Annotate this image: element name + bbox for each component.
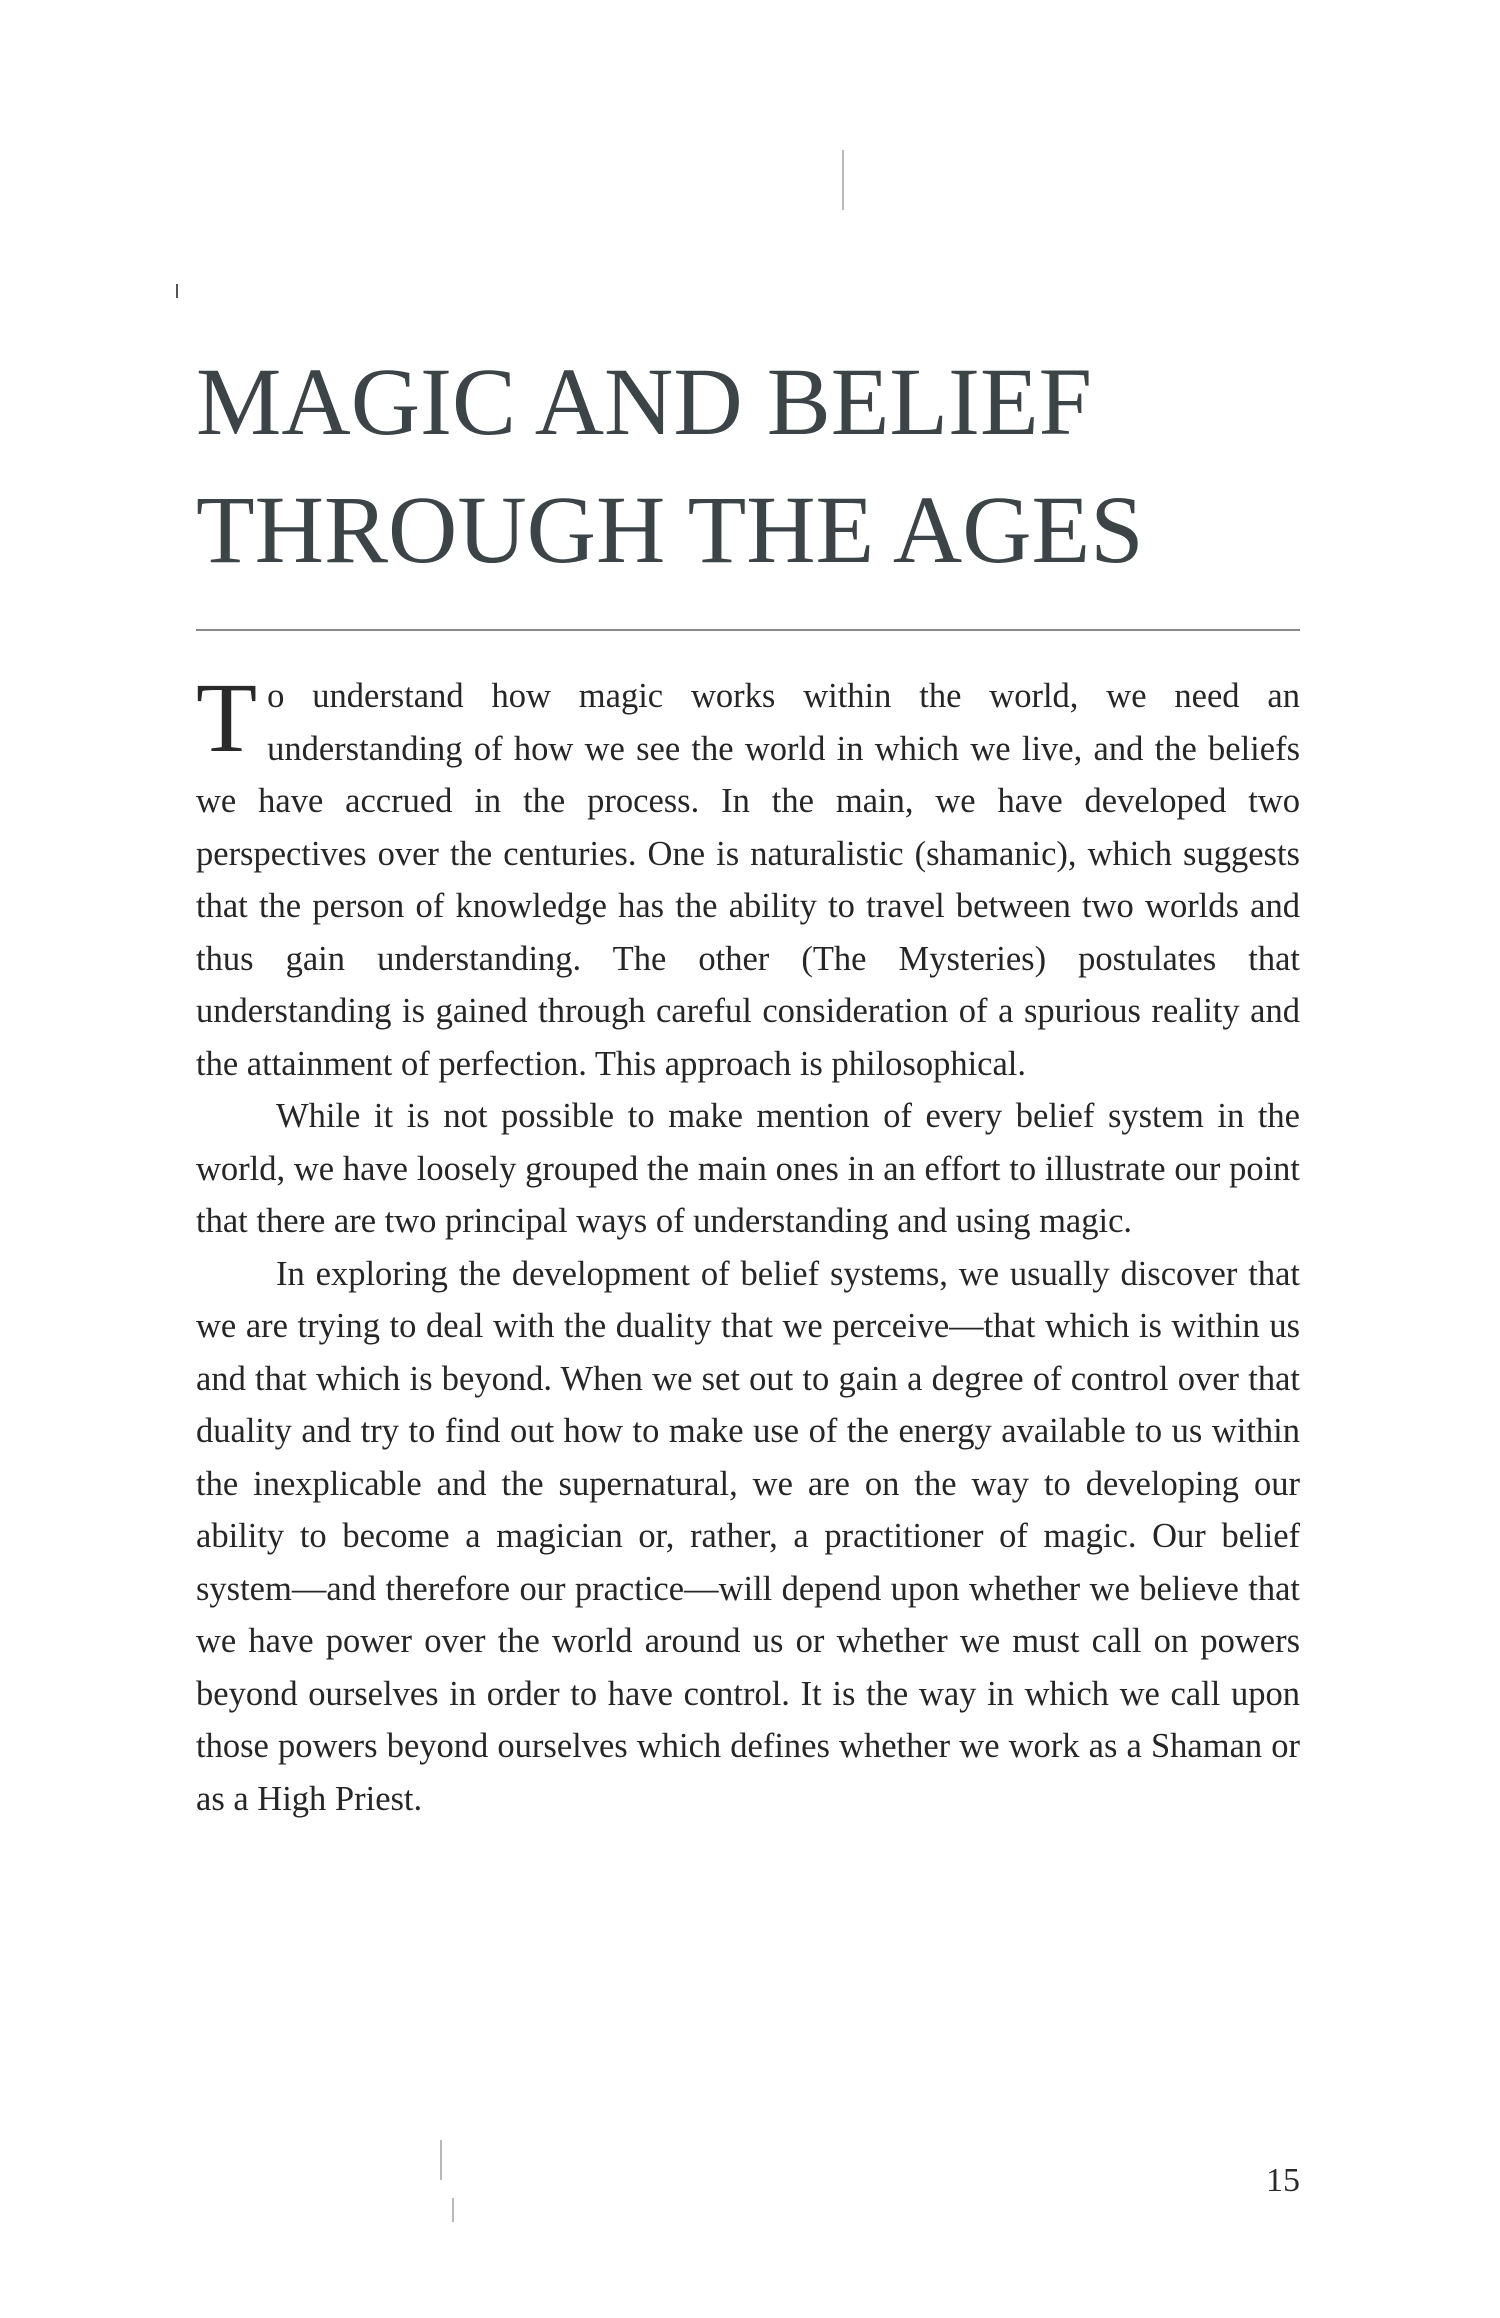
page-number: 15	[1266, 2162, 1300, 2199]
drop-cap: T	[196, 662, 258, 773]
scan-mark-bottom-2	[452, 2198, 454, 2222]
paragraph-1	[196, 662, 1300, 1090]
scan-mark-left	[176, 284, 178, 298]
chapter-title-line-2: THROUGH THE AGES	[196, 476, 1144, 583]
scan-mark-bottom	[440, 2140, 442, 2180]
chapter-body	[196, 662, 1300, 1825]
chapter-title-line-1: MAGIC AND BELIEF	[196, 348, 1093, 455]
paragraph-1-text: o understand how magic works within the world, we need an understanding of how we see the world in which we live, and the beliefs we have accrued in the process. In the main, we have developed two perspectives over the centuries. One is naturalistic (shamanic), which suggests that the person of knowledge has the ability to travel between two worlds and thus gain understanding. The other (The Mysteries) postulates that understanding is gained through careful consideration of a spurious reality and the attainment of perfection. This approach is philosophical.	[196, 677, 1300, 1083]
title-divider	[196, 629, 1300, 631]
chapter-title	[196, 338, 1296, 594]
paragraph-3: In exploring the development of belief systems, we usually discover that we are trying to deal with the duality that we perceive—that which is within us and that which is beyond. When we set out to gain a degree of control over that duality and try to find out how to make use of the energy available to us within the inexplicable and the supernatural, we are on the way to developing our ability to become a magician or, rather, a practitioner of magic. Our belief system—and therefore our practice—will depend upon whether we believe that we have power over the world around us or whether we must call on powers beyond ourselves in order to have control. It is the way in which we call upon those powers beyond ourselves which defines whether we work as a Shaman or as a High Priest.	[196, 1254, 1300, 1818]
scan-mark-top	[842, 150, 844, 210]
paragraph-2: While it is not possible to make mention of every belief system in the world, we have loosely grouped the main ones in an effort to illustrate our point that there are two principal ways of understanding and using magic.	[196, 1097, 1300, 1240]
